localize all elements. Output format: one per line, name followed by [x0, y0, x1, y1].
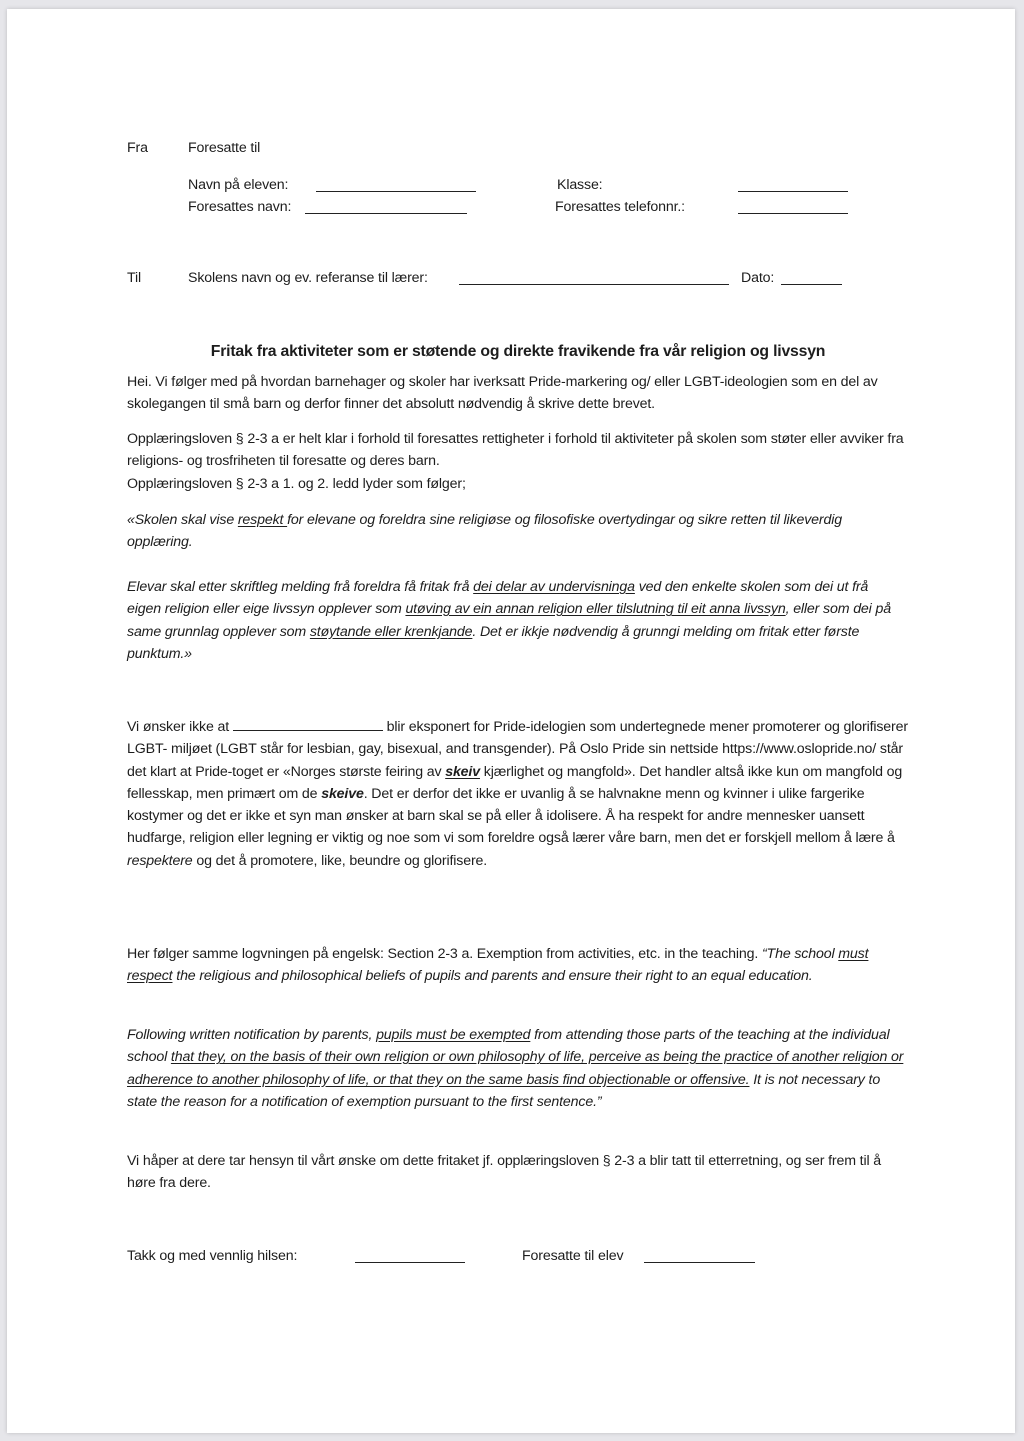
- guardian-name-field[interactable]: [305, 199, 467, 214]
- main-text: kjærlighet og mangfold». Det handler altså ikke kun om mangfold og fellesskap, men primært om de: [127, 763, 903, 802]
- quote-underline: respekt: [237, 512, 288, 528]
- intro-paragraph: Hei. Vi følger med på hvordan barnehager og skoler har iverksatt Pride-markering og/ eller LGBT-ideologien som en del av skolegangen til små barn og derfor finner det absolutt nødvendig å skrive dette brevet.: [127, 374, 878, 413]
- quote-text: «Skolen skal vise: [127, 512, 238, 528]
- emphasis-skeiv: skeiv: [445, 763, 480, 780]
- english-text: Her følger samme logvningen på engelsk: Section 2-3 a. Exemption from activities, etc. in the teaching.: [127, 946, 762, 962]
- child-name-field[interactable]: [233, 716, 383, 731]
- main-text: blir eksponert for Pride-idelogien som undertegnede mener promoterer og glorifiserer LGBT- miljøet (LGBT står for lesbian, gay, bisexual, and transgender). På Oslo Pride sin nettside https://www.oslopride.no/ står det klart at Pride-toget er «Norges største feiring av: [127, 719, 908, 780]
- english-underline: must respect: [127, 946, 869, 985]
- main-paragraph: [127, 716, 912, 872]
- english-underline: pupils must be exempted: [376, 1027, 531, 1043]
- main-text: og det å promotere, like, beundre og glorifisere.: [192, 852, 488, 869]
- law-intro-line-2: Opplæringsloven § 2-3 a 1. og 2. ledd lyder som følger;: [127, 475, 466, 492]
- quote-underline: utøving av ein annan religion eller tilslutning til eit anna livssyn: [405, 601, 786, 618]
- date-label: Dato:: [741, 270, 775, 286]
- quote-underline: støytande eller krenkjande: [309, 623, 473, 640]
- english-quote: “The school: [761, 946, 839, 962]
- law-quote-2: [127, 576, 902, 665]
- from-label: Fra: [127, 140, 148, 156]
- from-value: Foresatte til: [188, 140, 261, 156]
- quote-underline: dei delar av undervisninga: [473, 579, 635, 595]
- main-text: . Det er derfor det ikke er uvanlig å se halvnakne menn og kvinner i ulike fargerike kostymer og det er ikke et syn man ønsker at barn skal se på eller å idolisere. Å ha respekt for andre mennesker uansett hudfarge, religion eller legning er viktig og noe som vi som foreldre også lærer våre barn, men det er forskjell mellom å lære å: [127, 785, 895, 847]
- english-quote: the religious and philosophical beliefs of pupils and parents and ensure their right to an equal education.: [172, 968, 813, 985]
- closing-paragraph: Vi håper at dere tar hensyn til vårt ønske om dette fritaket jf. opplæringsloven § 2-3 a blir tatt til etterretning, og ser frem til å høre fra dere.: [127, 1153, 882, 1192]
- student-name-label: Navn på eleven:: [188, 177, 289, 193]
- guardian-phone-label: Foresattes telefonnr.:: [555, 199, 685, 215]
- document-page: [7, 9, 1015, 1433]
- english-paragraph-2: [127, 1024, 907, 1113]
- school-field[interactable]: [459, 270, 729, 285]
- guardian-label: Foresatte til elev: [522, 1248, 624, 1264]
- english-paragraph-1: [127, 943, 902, 988]
- class-field[interactable]: [738, 177, 848, 192]
- law-intro: [127, 428, 907, 495]
- date-field[interactable]: [781, 270, 842, 285]
- quote-text: for elevane og foreldra sine religiøse og filosofiske overtydingar og sikre retten til likeverdig opplæring.: [127, 512, 842, 551]
- document-title: Fritak fra aktiviteter som er støtende og direkte fravikende fra vår religion og livssyn: [210, 343, 826, 360]
- english-text: Following written notification by parents,: [127, 1027, 377, 1043]
- guardian-name-label: Foresattes navn:: [188, 199, 292, 215]
- english-underline: that they, on the basis of their own religion or own philosophy of life, perceive as being the practice of another religion or adherence to another philosophy of life, or that they on the same basis find objectionable or offensive.: [127, 1049, 904, 1088]
- signature-field[interactable]: [355, 1248, 465, 1263]
- emphasis-skeive: skeive: [321, 785, 364, 802]
- school-label: Skolens navn og ev. referanse til lærer:: [188, 270, 428, 286]
- quote-text: . Det er ikkje nødvendig å grunngi melding om fritak etter første punktum.»: [127, 623, 860, 662]
- student-name-field[interactable]: [316, 177, 476, 192]
- quote-text: Elevar skal etter skriftleg melding frå foreldra få fritak frå: [127, 579, 474, 595]
- quote-text: ved den enkelte skolen som dei ut frå eigen religion eller eige livssyn opplever som: [127, 579, 869, 618]
- english-text: from attending those parts of the teaching at the individual school: [127, 1027, 890, 1066]
- guardian-phone-field[interactable]: [738, 199, 848, 214]
- class-label: Klasse:: [557, 177, 603, 193]
- main-text: Vi ønsker ikke at: [127, 719, 233, 735]
- thanks-label: Takk og med vennlig hilsen:: [127, 1248, 298, 1264]
- quote-text: , eller som dei på same grunnlag opplever som: [127, 601, 891, 640]
- emphasis-respektere: respektere: [127, 852, 193, 869]
- to-label: Til: [127, 270, 141, 286]
- law-intro-line-1: Opplæringsloven § 2-3 a er helt klar i forhold til foresattes rettigheter i forhold til aktiviteter på skolen som støter eller avviker fra religions- og trosfriheten til foresatte og deres barn.: [127, 431, 904, 470]
- english-text: It is not necessary to state the reason for a notification of exemption pursuant to the first sentence.”: [127, 1071, 881, 1110]
- law-quote-1: [127, 509, 887, 554]
- guardian-signature-field[interactable]: [644, 1248, 755, 1263]
